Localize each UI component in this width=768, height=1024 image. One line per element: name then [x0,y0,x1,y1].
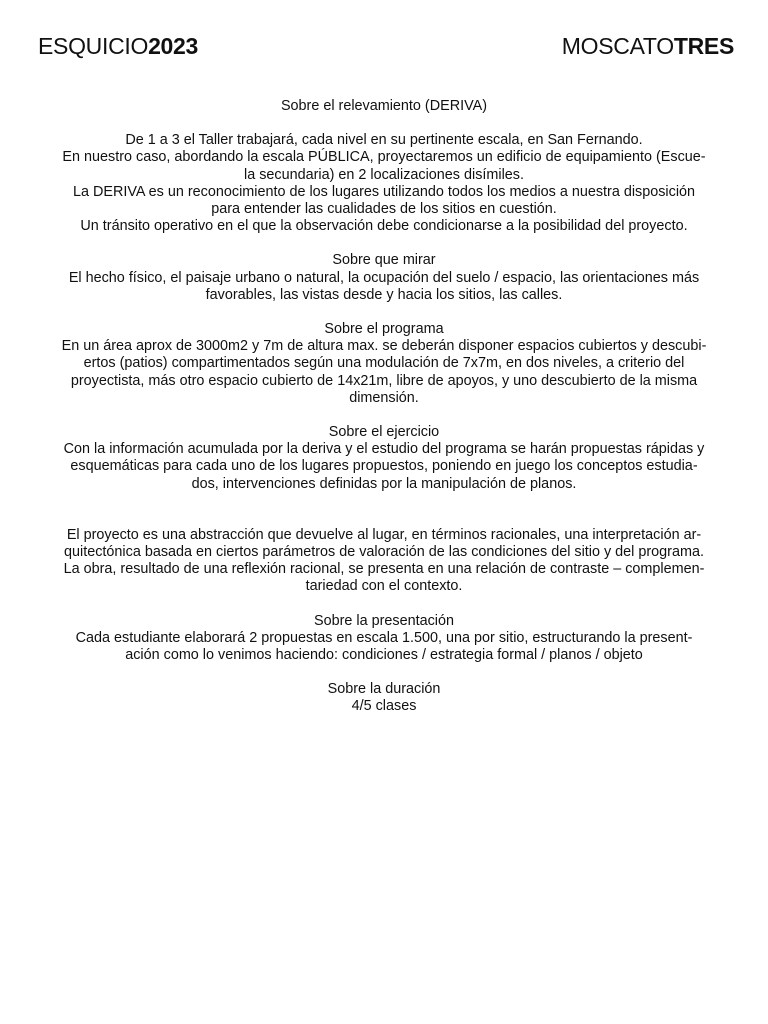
ejercicio-line-3: dos, intervenciones definidas por la manipulación de planos. [191,475,577,492]
programa-line-2: ertos (patios) compartimentados según una modulación de 7x7m, en dos niveles, a criterio del [83,355,685,372]
header-right-light: MOSCATO [561,32,674,59]
proyecto-line-3: La obra, resultado de una reflexión racional, se presenta en una relación de contraste – complemen- [63,561,705,578]
ejercicio-line-2: esquemáticas para cada uno de los lugares propuestos, poniendo en juego los conceptos estudia- [70,458,698,475]
mirar-line-2: favorables, las vistas desde y hacia los sitios, las calles. [205,286,563,303]
programa-line-1: En un área aprox de 3000m2 y 7m de altura max. se deberán disponer espacios cubiertos y descubi- [61,338,707,355]
section-mirar [30,252,738,304]
section-ejercicio [30,424,738,493]
duracion-line-1: 4/5 clases [351,698,417,715]
section-title-presentacion: Sobre la presentación [314,612,454,629]
section-presentacion [30,613,738,665]
header-left-light: ESQUICIO [38,32,149,59]
presentacion-line-2: ación como lo venimos haciendo: condiciones / estrategia formal / planos / objeto [125,647,643,664]
relevamiento-line-2: En nuestro caso, abordando la escala PÚBLICA, proyectaremos un edificio de equipamiento (Escue- [62,149,706,166]
proyecto-line-4: tariedad con el contexto. [305,578,463,595]
section-programa [30,321,738,407]
relevamiento-line-1: De 1 a 3 el Taller trabajará, cada nivel en su pertinente escala, en San Fernando. [125,132,643,149]
relevamiento-line-5: para entender las cualidades de los sitios en cuestión. [211,201,557,218]
mirar-line-1: El hecho físico, el paisaje urbano o natural, la ocupación del suelo / espacio, las orientaciones más [68,269,700,286]
ejercicio-line-1: Con la información acumulada por la deriva y el estudio del programa se harán propuestas rápidas y [63,441,705,458]
section-duracion [30,681,738,715]
document-body [30,98,738,716]
proyecto-line-1: El proyecto es una abstracción que devuelve al lugar, en términos racionales, una interpretación ar- [66,526,702,543]
section-title-programa: Sobre el programa [324,321,444,338]
relevamiento-line-4: La DERIVA es un reconocimiento de los lugares utilizando todos los medios a nuestra disposición [72,183,696,200]
section-proyecto [30,527,738,596]
presentacion-line-1: Cada estudiante elaborará 2 propuestas en escala 1.500, una por sitio, estructurando la present- [75,629,693,646]
header-right-title [562,33,734,60]
programa-line-3: proyectista, más otro espacio cubierto de 14x21m, libre de apoyos, y uno descubierto de la misma [70,372,698,389]
section-title-duracion: Sobre la duración [327,681,441,698]
page-header [38,30,734,62]
header-left-bold: 2023 [148,32,199,59]
section-title-relevamiento: Sobre el relevamiento (DERIVA) [280,98,488,114]
programa-line-4: dimensión. [349,389,419,406]
relevamiento-line-6: Un tránsito operativo en el que la observación debe condicionarse a la posibilidad del proyecto. [80,218,688,235]
header-right-bold: TRES [673,32,734,59]
proyecto-line-2: quitectónica basada en ciertos parámetros de valoración de las condiciones del sitio y del programa. [64,544,704,561]
section-title-ejercicio: Sobre el ejercicio [328,424,440,441]
section-title-mirar: Sobre que mirar [332,252,436,269]
section-relevamiento [30,98,738,235]
header-left-title [38,33,198,60]
relevamiento-line-3: la secundaria) en 2 localizaciones disímiles. [244,166,524,183]
